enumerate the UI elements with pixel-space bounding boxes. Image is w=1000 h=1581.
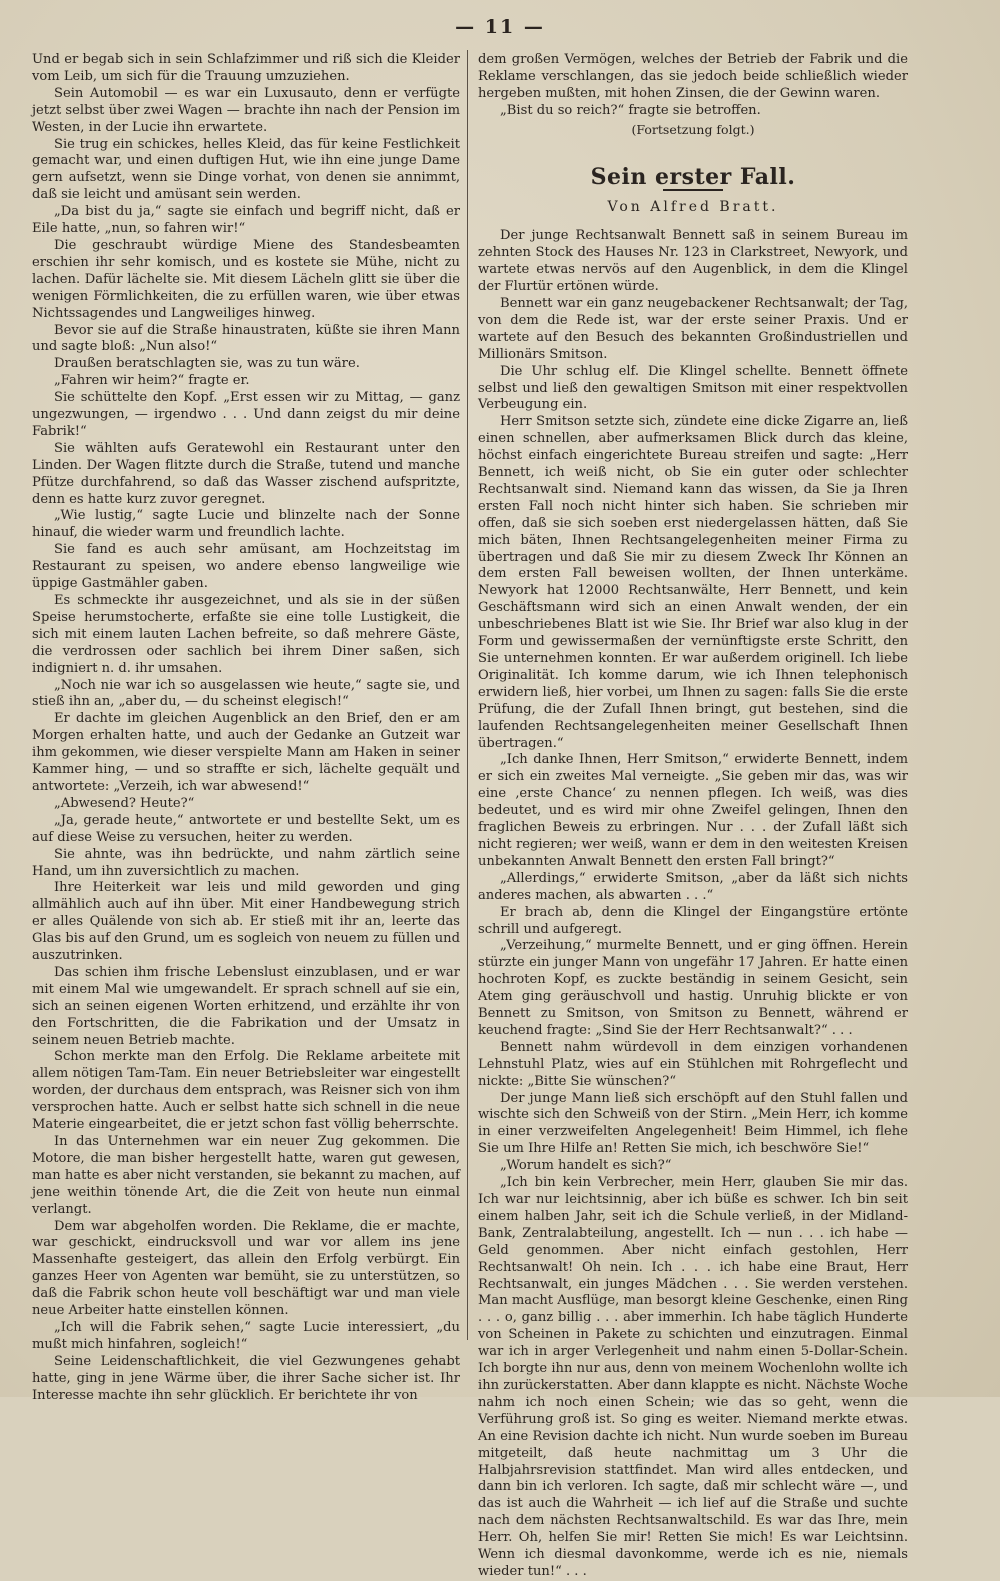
paragraph: „Abwesend? Heute?“ xyxy=(54,795,195,811)
paragraph: Seine Leidenschaftlichkeit, die viel Gezwungenes gehabt hatte, ging in jene Wärme über, die ihrer Sache sicher ist. Ihr Interesse machte ihn sehr glücklich. Er berichtete ihr von xyxy=(32,1353,460,1403)
title-rule xyxy=(663,189,723,191)
paragraph: Er dachte im gleichen Augenblick an den Brief, den er am Morgen erhalten hatte, und auch der Gedanke an Gutzeit war ihm gekommen, wie dieser verspielte Mann am Haken in seiner Kammer hing, — und so straffte er sich, lächelte gequält und antwortete: „Verzeih, ich war abwesend!“ xyxy=(32,711,460,794)
right-column xyxy=(478,52,908,1581)
paragraph: „Verzeihung,“ murmelte Bennett, und er ging öffnen. Herein stürzte ein junger Mann von ungefähr 17 Jahren. Er hatte einen hochroten Kopf, es zuckte beständig in seinem Gesicht, sein Atem ging geräuschvoll und hastig. Unruhig blickte er von Bennett zu Smitson, von Smitson zu Bennett, während er keuchend fragte: „Sind Sie der Herr Rechtsanwalt?“ . . . xyxy=(478,938,908,1038)
story-body xyxy=(478,228,908,1581)
paragraph: „Worum handelt es sich?“ xyxy=(500,1158,672,1174)
paragraph: „Noch nie war ich so ausgelassen wie heute,“ sagte sie, und stieß ihn an, „aber du, — du scheinst elegisch!“ xyxy=(32,677,460,710)
left-column xyxy=(32,52,460,1405)
paragraph: In das Unternehmen war ein neuer Zug gekommen. Die Motore, die man bisher hergestellt hatte, waren gut gewesen, man hatte es aber nicht verstanden, sie bekannt zu machen, auf jene weithin tönende Art, die die Zeit von heute nun einmal verlangt. xyxy=(32,1134,460,1217)
paragraph: „Ja, gerade heute,“ antwortete er und bestellte Sekt, um es auf diese Weise zu versuchen, heiter zu werden. xyxy=(32,812,460,845)
paragraph: Sie ahnte, was ihn bedrückte, und nahm zärtlich seine Hand, um ihn zuversichtlich zu machen. xyxy=(32,846,460,879)
paragraph: Es schmeckte ihr ausgezeichnet, und als sie in der süßen Speise herumstocherte, erfaßte sie eine tolle Lustigkeit, die sich mit einem lauten Lachen befreite, so daß mehrere Gäste, die verdrossen oder sachlich bei ihrem Diner saßen, sich indigniert n. d. ihr umsahen. xyxy=(32,593,460,676)
paragraph: Sie trug ein schickes, helles Kleid, das für keine Festlichkeit gemacht war, und einen duftigen Hut, wie ihn eine junge Dame gern aufsetzt, wenn sie Dinge vorhat, von denen sie annimmt, daß sie leicht und amüsant sein werden. xyxy=(32,136,460,203)
paragraph: Das schien ihm frische Lebenslust einzublasen, und er war mit einem Mal wie umgewandelt. Er sprach schnell auf sie ein, sich an seinen eigenen Worten erhitzend, und erzählte ihr von den Fortschritten, die die Fabrikation und der Umsatz in seinem neuen Betrieb machte. xyxy=(32,964,460,1048)
paragraph: „Ich bin kein Verbrecher, mein Herr, glauben Sie mir das. Ich war nur leichtsinnig, aber ich büße es schwer. Ich bin seit einem halben Jahr, seit ich die Schule verließ, in der Midland-Bank, Zentralabteilung, angestellt. Ich — nun . . . ich habe — Geld genommen. Aber nicht einfach gestohlen, Herr Rechtsanwalt! Oh nein. Ich . . . ich habe eine Braut, Herr Rechtsanwalt, ein junges Mädchen . . . Sie werden verstehen. Man macht Ausflüge, man besorgt kleine Geschenke, einen Ring . . . o, ganz billig . . . aber immerhin. Ich habe täglich Hunderte von Scheinen in Pakete zu schichten und einzutragen. Einmal war ich in arger Verlegenheit und nahm einen 5-Dollar-Schein. Ich borgte ihn nur aus, denn von meinem Wochenlohn wollte ich ihn zurückerstatten. Aber dann klappte es nicht. Nächste Woche nahm ich noch einen Schein; wie das so geht, wenn die Verführung groß ist. So ging es weiter. Niemand merkte etwas. An eine Revision dachte ich nicht. Nun wurde soeben im Bureau mitgeteilt, daß heute nachmittag um 3 Uhr die Halbjahrsrevision stattfindet. Man wird alles entdecken, und dann bin ich verloren. Ich sagte, daß mir schlecht wäre —, und das ist auch die Wahrheit — ich lief auf die Straße und suchte nach dem nächsten Rechtsanwaltschild. Es war das Ihre, mein Herr. Oh, helfen Sie mir! Retten Sie mich! Es war Leichtsinn. Wenn ich diesmal davonkomme, werde ich es nie, niemals wieder tun!“ . . . xyxy=(478,1175,908,1579)
story-byline: Von Alfred Bratt. xyxy=(607,199,779,216)
column-divider xyxy=(467,50,468,1340)
paragraph: Sie schüttelte den Kopf. „Erst essen wir zu Mittag, — ganz ungezwungen, — irgendwo . . . Und dann zeigst du mir deine Fabrik!“ xyxy=(32,390,460,439)
paragraph: Bennett war ein ganz neugebackener Rechtsanwalt; der Tag, von dem die Rede ist, war der erste seiner Praxis. Und er wartete auf den Besuch des bekannten Großindustriellen und Millionärs Smitson. xyxy=(478,295,908,362)
paragraph: Sie wählten aufs Geratewohl ein Restaurant unter den Linden. Der Wagen flitzte durch die Straße, tutend und manche Pfütze durchfahrend, so daß das Wasser zischend aufspritzte, denn es hatte kurz zuvor geregnet. xyxy=(32,440,460,507)
paragraph: „Ich danke Ihnen, Herr Smitson,“ erwiderte Bennett, indem er sich ein zweites Mal verneigte. „Sie geben mir das, was wir eine ‚erste Chance‘ zu nennen pflegen. Ich weiß, was dies bedeutet, und es wird mir ohne Zweifel gelingen, Ihnen den fraglichen Beweis zu erbringen. Nur . . . der Zufall läßt sich nicht regieren; wer weiß, wann er dem in den weitesten Kreisen unbekannten Anwalt Bennett den ersten Fall bringt?“ xyxy=(478,752,908,869)
paragraph: Er brach ab, denn die Klingel der Eingangstüre ertönte schrill und aufgeregt. xyxy=(478,904,908,937)
paragraph: Bevor sie auf die Straße hinaustraten, küßte sie ihren Mann und sagte bloß: „Nun also!“ xyxy=(32,322,460,355)
paragraph: dem großen Vermögen, welches der Betrieb der Fabrik und die Reklame verschlangen, das sie jedoch beide schließlich wieder hergeben mußten, mit hohen Zinsen, die der Gewinn waren. xyxy=(478,52,908,101)
paragraph: Bennett nahm würdevoll in dem einzigen vorhandenen Lehnstuhl Platz, wies auf ein Stühlchen mit Rohrgeflecht und nickte: „Bitte Sie wünschen?“ xyxy=(478,1039,908,1089)
paragraph: Der junge Mann ließ sich erschöpft auf den Stuhl fallen und wischte sich den Schweiß von der Stirn. „Mein Herr, ich komme in einer verzweifelten Angelegenheit! Beim Himmel, ich flehe Sie um Ihre Hilfe an! Retten Sie mich, ich beschwöre Sie!“ xyxy=(478,1090,908,1157)
paragraph: Die Uhr schlug elf. Die Klingel schellte. Bennett öffnete selbst und ließ den gewaltigen Smitson mit einer respektvollen Verbeugung ein. xyxy=(478,363,908,413)
paragraph: Ihre Heiterkeit war leis und mild geworden und ging allmählich auch auf ihn über. Mit einer Handbewegung strich er alles Quälende von sich ab. Er stieß mit ihr an, leerte das Glas bis auf den Grund, um es sogleich von neuem zu füllen und auszutrinken. xyxy=(32,880,460,964)
paragraph: „Wie lustig,“ sagte Lucie und blinzelte nach der Sonne hinauf, die wieder warm und freundlich lachte. xyxy=(32,508,460,541)
paragraph: „Bist du so reich?“ fragte sie betroffen. xyxy=(500,102,761,118)
continuation-note: (Fortsetzung folgt.) xyxy=(631,121,755,137)
paragraph: „Allerdings,“ erwiderte Smitson, „aber da läßt sich nichts anderes machen, als abwarten . . .“ xyxy=(478,870,908,903)
paragraph: Der junge Rechtsanwalt Bennett saß in seinem Bureau im zehnten Stock des Hauses Nr. 123 in Clarkstreet, Newyork, und wartete etwas nervös auf den Augenblick, in dem die Klingel der Flurtür ertönen würde. xyxy=(478,228,908,295)
serial-continuation xyxy=(478,52,908,120)
paragraph: Sie fand es auch sehr amüsant, am Hochzeitstag im Restaurant zu speisen, wo andere ebenso langweilige wie üppige Gastmähler gaben. xyxy=(32,542,460,592)
story-title: Sein erster Fall. xyxy=(590,163,796,190)
paragraph: Herr Smitson setzte sich, zündete eine dicke Zigarre an, ließ einen schnellen, aber aufmerksamen Blick durch das kleine, höchst einfach eingerichtete Bureau streifen und sagte: „Herr Bennett, ich weiß nicht, ob Sie ein guter oder schlechter Rechtsanwalt sind. Niemand kann das wissen, da Sie ja Ihren ersten Fall noch nicht hinter sich haben. Sie schrieben mir offen, daß sie sich soeben erst niedergelassen hätten, daß Sie mich bäten, Ihnen Rechtsangelegenheiten meiner Firma zu übertragen und daß Sie mir zu diesem Zweck Ihr Können an dem ersten Fall beweisen wollten, der Ihnen unterkäme. Newyork hat 12000 Rechtsanwälte, Herr Bennett, und kein Geschäftsmann wird sich an einen Anwalt wenden, der ein unbeschriebenes Blatt ist wie Sie. Ihr Brief war also klug in der Form und gewissermaßen der vernünftigste erste Schritt, den Sie unternehmen konnten. Er war außerdem originell. Ich liebe Originalität. Ich komme darum, wie ich Ihnen telephonisch erwidern ließ, hier vorbei, um Ihnen zu sagen: falls Sie die erste Prüfung, die der Zufall Ihnen bringt, gut bestehen, sind die laufenden Rechtsangelegenheiten meiner Gesellschaft Ihnen übertragen.“ xyxy=(478,414,908,751)
paragraph: „Ich will die Fabrik sehen,“ sagte Lucie interessiert, „du mußt mich hinfahren, sogleich!“ xyxy=(32,1319,460,1352)
paragraph: „Fahren wir heim?“ fragte er. xyxy=(54,373,250,389)
paragraph: Dem war abgeholfen worden. Die Reklame, die er machte, war geschickt, eindrucksvoll und war vor allem ins jene Massenhafte gesteigert, das allein den Erfolg verbürgt. Ein ganzes Heer von Agenten war bemüht, sie zu unterstützen, so daß die Fabrik schon heute voll beschäftigt war und man viele neue Arbeiter hatte einstellen können. xyxy=(32,1218,460,1319)
paragraph: Die geschraubt würdige Miene des Standesbeamten erschien ihr sehr komisch, und es kostete sie Mühe, nicht zu lachen. Dafür lächelte sie. Mit diesem Lächeln glitt sie über die wenigen Förmlichkeiten, die zu erfüllen waren, wie über etwas Nichtssagendes und Langweiliges hinweg. xyxy=(32,237,460,321)
paragraph: Sein Automobil — es war ein Luxusauto, denn er verfügte jetzt selbst über zwei Wagen — brachte ihn nach der Pension im Westen, in der Lucie ihn erwartete. xyxy=(32,85,460,135)
paragraph: Schon merkte man den Erfolg. Die Reklame arbeitete mit allem nötigen Tam-Tam. Ein neuer Betriebsleiter war eingestellt worden, der durchaus dem entsprach, was Reisner sich von ihm versprochen hatte. Auch er selbst hatte sich schnell in die neue Materie eingearbeitet, die er jetzt schon fast völlig beherrschte. xyxy=(32,1049,460,1133)
paragraph: Und er begab sich in sein Schlafzimmer und riß sich die Kleider vom Leib, um sich für die Trauung umzuziehen. xyxy=(32,52,460,84)
page-number: — 11 — xyxy=(455,16,545,38)
paragraph: Draußen beratschlagten sie, was zu tun wäre. xyxy=(54,356,360,372)
paragraph: „Da bist du ja,“ sagte sie einfach und begriff nicht, daß er Eile hatte, „nun, so fahren wir!“ xyxy=(32,204,460,237)
